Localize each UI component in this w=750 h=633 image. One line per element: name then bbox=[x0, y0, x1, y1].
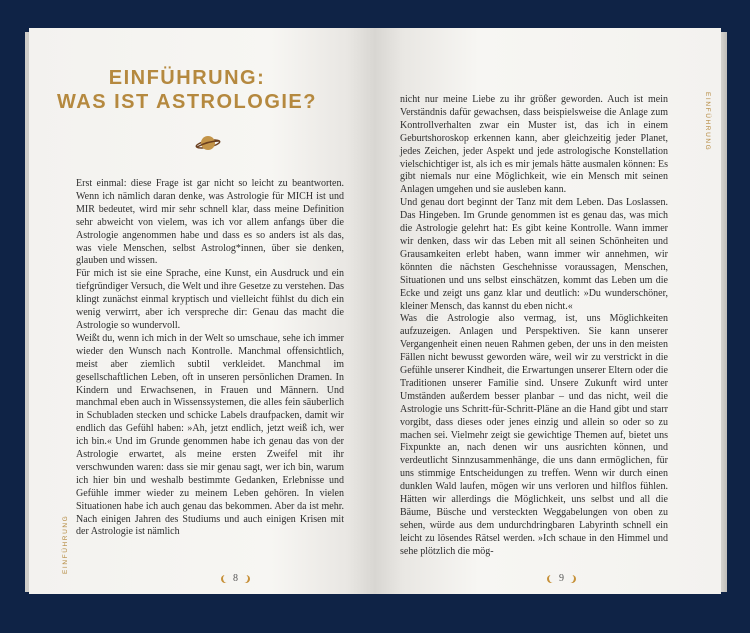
paragraph: Weißt du, wenn ich mich in der Welt so umschaue, sehe ich immer wieder den Wunsch nach Kontrolle. Manchmal offensichtlich, meist aber ziemlich subtil verkleidet. Manchmal im gesellschaftlichen Leben, oft in unseren persönlichen Dramen. In Kindern und Erwachsenen, in Frauen und Männern. Und manchmal eben auch in Wissenssystemen, die alles fein säuberlich in Schubladen stecken und schicke Labels draufpacken, damit wir endlich das Gefühl haben: »Ah, jetzt endlich, jetzt weiß ich, wer ich bin.« Und im Grunde genommen habe ich genau das von der Astrologie erwartet, als meine ersten Zweifel mit ihr verschwunden waren: dass sie mir genau sagt, wer ich bin, warum ich hier bin und weshalb bestimmte Gedanken, Erlebnisse und Gefühle immer wieder zu meinem Leben gehören. In vielen Situationen habe ich auch genau das bekommen. Aber da ist mehr. Nach einigen Jahren des Studiums und auch einigen Krisen mit der Astrologie ist nämlich bbox=[76, 332, 344, 538]
page-number-right bbox=[547, 573, 576, 584]
right-page bbox=[375, 28, 721, 594]
running-head-left: EINFÜHRUNG bbox=[62, 514, 69, 574]
page-number-left bbox=[221, 573, 250, 584]
page-number: 9 bbox=[559, 573, 564, 584]
paragraph: Für mich ist sie eine Sprache, eine Kunst, ein Ausdruck und ein tiefgründiger Versuch, die Welt und ihre Gesetze zu verstehen. Das klingt zunächst einmal kryptisch und vielleicht fühlst du dich ein wenig verwirrt, aber ich verspreche dir: Genau das macht die Astrologie so wundervoll. bbox=[76, 268, 344, 331]
chapter-title-line1: EINFÜHRUNG: bbox=[108, 67, 266, 89]
open-book bbox=[29, 28, 721, 594]
crescent-moon-icon bbox=[547, 575, 555, 583]
crescent-moon-icon bbox=[568, 575, 576, 583]
chapter-title-line2: WAS IST ASTROLOGIE? bbox=[57, 91, 317, 113]
book-edge-left bbox=[25, 32, 29, 592]
left-page bbox=[29, 28, 375, 594]
saturn-planet-icon bbox=[195, 132, 221, 154]
book-edge-right bbox=[721, 32, 727, 592]
crescent-moon-icon bbox=[242, 575, 250, 583]
paragraph: nicht nur meine Liebe zu ihr größer geworden. Auch ist mein Verständnis dafür gewachsen, dass beispielsweise die Anlage zum Kontrollverhalten zwar ein Muster ist, das ich in einem Geburtshoroskop erkennen kann, aber gleichzeitig jeder Planet, jedes Zeichen, jeder Aspekt und jede astrologische Konstellation vielschichtiger ist, als ich es mir jemals hätte ausmalen können: Es gibt niemals nur eine Möglichkeit, wie ein Mensch mit seinen Anlagen umgehen und sie ausleben kann. bbox=[400, 94, 668, 196]
page-number: 8 bbox=[233, 573, 238, 584]
left-page-body bbox=[76, 178, 344, 539]
running-head-right: EINFÜHRUNG bbox=[704, 92, 711, 152]
right-page-body bbox=[400, 94, 668, 559]
crescent-moon-icon bbox=[221, 575, 229, 583]
paragraph: Und genau dort beginnt der Tanz mit dem Leben. Das Loslassen. Das Hingeben. Im Grunde genommen ist es genau das, was mich die Astrologie gelehrt hat: Es gibt keine Kontrolle. Wann immer wir denken, dass wir das Leben mit all seinen Schönheiten und Grausamkeiten erlebt haben, wann immer wir annehmen, wir könnten die nächsten Geschehnisse voraussagen, Menschen, Situationen und uns selbst einschätzen, kommt das Leben um die Ecke und zeigt uns ganz klar und deutlich: »Du wunderschöner, kleiner Mensch, das kannst du eben nicht.« bbox=[400, 197, 668, 312]
paragraph: Was die Astrologie also vermag, ist, uns Möglichkeiten aufzuzeigen. Anlagen und Perspektiven. Sie kann unserer Vergangenheit einen neuen Rahmen geben, der uns in den meisten Fällen nicht bewusst geworden wäre, weil wir zu verstrickt in die Gefühle unserer Kindheit, die Erwartungen unserer Eltern oder die Traditionen unserer Familie sind. Unsere Zukunft wird unter Umständen außerdem besser planbar – und das nicht, weil die Astrologie uns Schritt-für-Schritt-Pläne an die Hand gibt und starr vorgibt, dass dieses oder jenes einzig und allein so oder so zu machen sei. Vielmehr zeigt sie gewichtige Themen auf, bietet uns Fixpunkte an, nach denen wir uns ausrichten können, und verdeutlicht Sinnzusammenhänge, die uns dann ermöglichen, für uns stimmige Entscheidungen zu treffen. Wenn wir durch einen dunklen Wald laufen, mögen wir uns verloren und hilflos fühlen. Hätten wir allerdings die Möglichkeit, uns selbst und all die Bäume, Büsche und versteckten Weggabelungen von oben zu sehen, würde aus dem undurchdringbaren Labyrinth schnell ein leicht zu lösendes Rätsel werden. »Ich schaue in den Himmel und sehe plötzlich die mög- bbox=[400, 313, 668, 557]
paragraph: Erst einmal: diese Frage ist gar nicht so leicht zu beantworten. Wenn ich nämlich daran denke, was Astrologie für MICH ist und MIR bedeutet, wird mir sehr schnell klar, dass meine Definition sehr abweicht von vielem, was ich vor allem anfangs über die Astrologie angenommen habe und dass es so anders ist als das, was viele Menschen, selbst Astrolog*innen, über sie denken, glauben und wissen. bbox=[76, 178, 344, 267]
